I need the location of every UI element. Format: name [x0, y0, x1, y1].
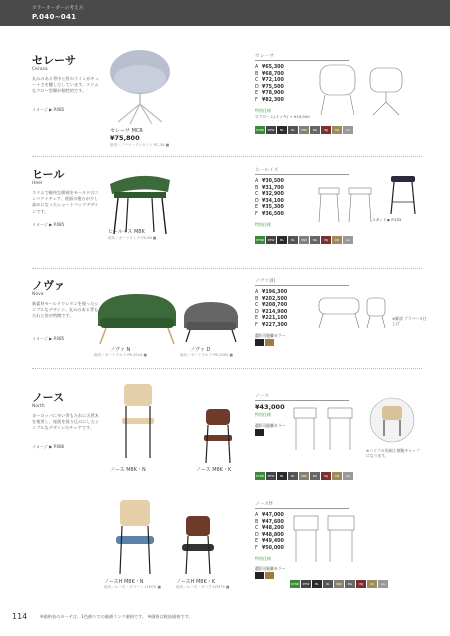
- leg-color-note: 選択可能脚カラー: [255, 423, 286, 428]
- caption-a: ノースH M8K・N: [104, 579, 144, 585]
- material-b: 座布／ルーモ・ダーク LFM70 ■: [176, 585, 230, 589]
- product-name: セレーサ: [32, 54, 76, 67]
- price-row: B ¥31,700: [255, 185, 284, 191]
- product-name-en: North: [32, 404, 45, 409]
- nova-sofa-grey-image: [180, 298, 242, 344]
- swatch[interactable]: WJ: [356, 580, 366, 588]
- caption-b: ノヴァ D: [190, 347, 211, 353]
- table-label: ヒールイス: [255, 168, 279, 173]
- swatch[interactable]: LG: [343, 126, 353, 134]
- swatch[interactable]: WJ: [321, 236, 331, 244]
- product-description: 丸みのある背中と肘のラインがキュートさを醸しだしています。スリムなクロー型脚が個性的です。: [32, 76, 99, 94]
- swatch[interactable]: BG: [310, 472, 320, 480]
- special-note: 特別仕様: [255, 108, 271, 113]
- price-row: D ¥75,500: [255, 84, 284, 90]
- swatch[interactable]: STND: [255, 474, 265, 478]
- price-row: C ¥72,100: [255, 78, 284, 84]
- product-price: ¥75,800: [110, 134, 140, 142]
- caption-a: ノース M8K・N: [110, 467, 146, 473]
- swatch[interactable]: CR: [332, 126, 342, 134]
- ceraza-dimension-drawing: [315, 60, 425, 120]
- material-a: 座布／ルーモ・グリーン LFM70 ■: [104, 585, 161, 589]
- north-h-dimension-drawing: [290, 512, 360, 566]
- page-number: 114: [12, 612, 28, 621]
- north-chair-natural-image: [114, 380, 164, 460]
- page-header: [0, 0, 450, 26]
- product-caption: ヒールイス M8K: [108, 229, 145, 235]
- color-swatches: [290, 580, 388, 588]
- swatch[interactable]: BG: [345, 580, 355, 588]
- price-row: C ¥208,700: [255, 303, 288, 309]
- north-h-chair-dark-image: [176, 512, 220, 576]
- price-row: B ¥202,500: [255, 296, 288, 302]
- price-row: E ¥221,100: [255, 316, 288, 322]
- swatch[interactable]: WJ: [321, 126, 331, 134]
- swatch[interactable]: RTW: [267, 238, 275, 242]
- swatch[interactable]: RL: [323, 580, 333, 588]
- table-label: セレーサ: [255, 54, 275, 59]
- heel-dimension-drawing: [315, 178, 375, 228]
- special-note: 特別仕様: [255, 412, 271, 417]
- product-description: ヨーロッパに多い背もたれに天然木を使用し、座面を張り込みにしたシンプルなデザインのチェアです。: [32, 413, 100, 431]
- header-subtitle: カラーオーダーの考え方: [32, 6, 84, 11]
- product-name-en: Nova: [32, 292, 44, 297]
- north-chair-dark-image: [196, 405, 240, 465]
- section-divider: [32, 368, 422, 369]
- material-b: 座布／ボートラルド PR-2002 ■: [180, 353, 233, 357]
- swatch[interactable]: STND: [255, 238, 265, 242]
- image-link[interactable]: イメージ ▶ P.085: [32, 336, 65, 341]
- nova-sofa-green-image: [92, 288, 182, 346]
- swatch[interactable]: MW: [299, 126, 309, 134]
- north-h-chair-blue-image: [110, 496, 162, 576]
- material-note: 座布／ガードリング PS-48 ■: [108, 236, 157, 240]
- product-name-en: Heel: [32, 181, 43, 186]
- swatch[interactable]: MW: [334, 580, 344, 588]
- table-label: ノースH: [255, 502, 273, 507]
- north-detail-callout: [368, 396, 416, 448]
- product-name: ノース: [32, 391, 65, 404]
- swatch[interactable]: RTW: [267, 474, 275, 478]
- price-row: A ¥30,500: [255, 179, 284, 184]
- product-description: 新素材モールドウレタンを使ったシンプルなデザイン。丸みのある背もたれと肘が特徴です。: [32, 301, 99, 319]
- leg-color-swatch[interactable]: [255, 429, 264, 436]
- price-row: A ¥47,000: [255, 513, 284, 518]
- swatch[interactable]: STND: [255, 128, 265, 132]
- caption-b: ノース M8K・K: [196, 467, 232, 473]
- leg-color-swatch[interactable]: [255, 339, 264, 346]
- caption-b: ノースH M8K・K: [176, 579, 216, 585]
- color-swatches: [255, 472, 353, 480]
- swatch[interactable]: LG: [343, 236, 353, 244]
- price-row: F ¥50,000: [255, 545, 284, 551]
- swatch[interactable]: CR: [332, 472, 342, 480]
- swatch[interactable]: WJ: [321, 472, 331, 480]
- swatch[interactable]: BL: [277, 472, 287, 480]
- price-list: [255, 290, 315, 330]
- special-note: 特別仕様: [255, 222, 271, 227]
- nova-dimension-drawing: [315, 290, 390, 332]
- swatch[interactable]: MW: [299, 472, 309, 480]
- section-divider: [32, 268, 422, 269]
- swatch[interactable]: MW: [299, 236, 309, 244]
- swatch[interactable]: CR: [332, 236, 342, 244]
- material-a: 座布／ボートラルド PR-2014 ■: [94, 353, 147, 357]
- pipe-cap-note: ※パイプの先端は 樹脂キャップになります。: [366, 448, 420, 458]
- leg-color-swatch[interactable]: [265, 339, 274, 346]
- color-swatches: [255, 126, 353, 134]
- price-list: [255, 65, 315, 105]
- ceraza-chair-image: [100, 44, 180, 126]
- price-row: E ¥35,300: [255, 205, 284, 211]
- swatch[interactable]: BG: [310, 236, 320, 244]
- special-note: 特別仕様: [255, 556, 271, 561]
- leg-finish-note: ※脚部 ブラバール仕上げ: [392, 316, 427, 326]
- swatch[interactable]: STND: [290, 582, 300, 586]
- stool-image: [385, 172, 421, 216]
- price-row: A ¥65,300: [255, 65, 284, 70]
- special-note-2: ロクローム(メッキ) + ¥19,500: [255, 114, 310, 119]
- price-list: [255, 179, 315, 219]
- table-rule: [255, 285, 349, 286]
- swatch[interactable]: BG: [310, 126, 320, 134]
- leg-color-note: 選択可能脚カラー: [255, 566, 286, 571]
- image-link[interactable]: イメージ ▶ P.085: [32, 107, 65, 112]
- price-row: F ¥36,500: [255, 211, 284, 217]
- leg-color-note: 選択可能脚カラー: [255, 333, 286, 338]
- image-link[interactable]: イメージ ▶ P.086: [32, 444, 65, 449]
- price-row: C ¥48,200: [255, 526, 284, 532]
- price-row: B ¥68,700: [255, 71, 284, 77]
- swatch[interactable]: RL: [288, 236, 298, 244]
- price-row: D ¥48,800: [255, 532, 284, 538]
- product-description: スリムで軽快な脚部をモールドのコンパクトチェア。座面の後ろが少し高めになったショートバックデザインです。: [32, 190, 99, 214]
- price-row: B ¥47,600: [255, 519, 284, 525]
- swatch[interactable]: RTW: [267, 128, 275, 132]
- image-link[interactable]: イメージ ▶ P.085: [32, 222, 65, 227]
- product-price: ¥43,000: [255, 403, 285, 411]
- price-row: F ¥82,300: [255, 97, 284, 103]
- footer-note: ※価格表のカーテは、1色値りでの価値ランク価格です。 ※価格は税抜価格です。: [40, 614, 193, 619]
- north-dimension-drawing: [290, 402, 360, 454]
- product-caption: セレーサ MCR: [110, 128, 143, 134]
- material-note: 座布／ノーマ・プレゼント PC-58 ■: [110, 143, 170, 147]
- price-row: E ¥78,900: [255, 91, 284, 97]
- table-rule: [255, 174, 349, 175]
- leg-color-swatch[interactable]: [265, 572, 274, 579]
- price-row: F ¥227,300: [255, 322, 288, 328]
- swatch[interactable]: BL: [277, 236, 287, 244]
- product-name: ノヴァ: [32, 279, 65, 292]
- header-pages: P.040~041: [32, 13, 77, 21]
- swatch[interactable]: BL: [277, 126, 287, 134]
- swatch[interactable]: BL: [312, 580, 322, 588]
- product-name-en: Ceraza: [32, 67, 48, 72]
- price-row: C ¥32,900: [255, 192, 284, 198]
- price-row: A ¥196,300: [255, 290, 288, 295]
- section-divider: [32, 156, 422, 157]
- swatch[interactable]: RTW: [302, 582, 310, 586]
- swatch[interactable]: RL: [288, 126, 298, 134]
- swatch[interactable]: CR: [367, 580, 377, 588]
- swatch[interactable]: LG: [343, 472, 353, 480]
- swatch[interactable]: RL: [288, 472, 298, 480]
- leg-color-swatch[interactable]: [255, 572, 264, 579]
- table-rule: [255, 400, 349, 401]
- table-label: ノヴァ(ⅱ): [255, 279, 276, 284]
- price-row: E ¥49,400: [255, 539, 284, 545]
- stand-link[interactable]: スタンド ▶ P.153: [372, 218, 402, 222]
- price-row: D ¥34,100: [255, 198, 284, 204]
- caption-a: ノヴァ N: [110, 347, 131, 353]
- product-name: ヒール: [32, 168, 65, 181]
- price-row: D ¥214,900: [255, 309, 288, 315]
- table-label: ノース: [255, 394, 270, 399]
- color-swatches: [255, 236, 353, 244]
- table-rule: [255, 508, 349, 509]
- swatch[interactable]: LG: [378, 580, 388, 588]
